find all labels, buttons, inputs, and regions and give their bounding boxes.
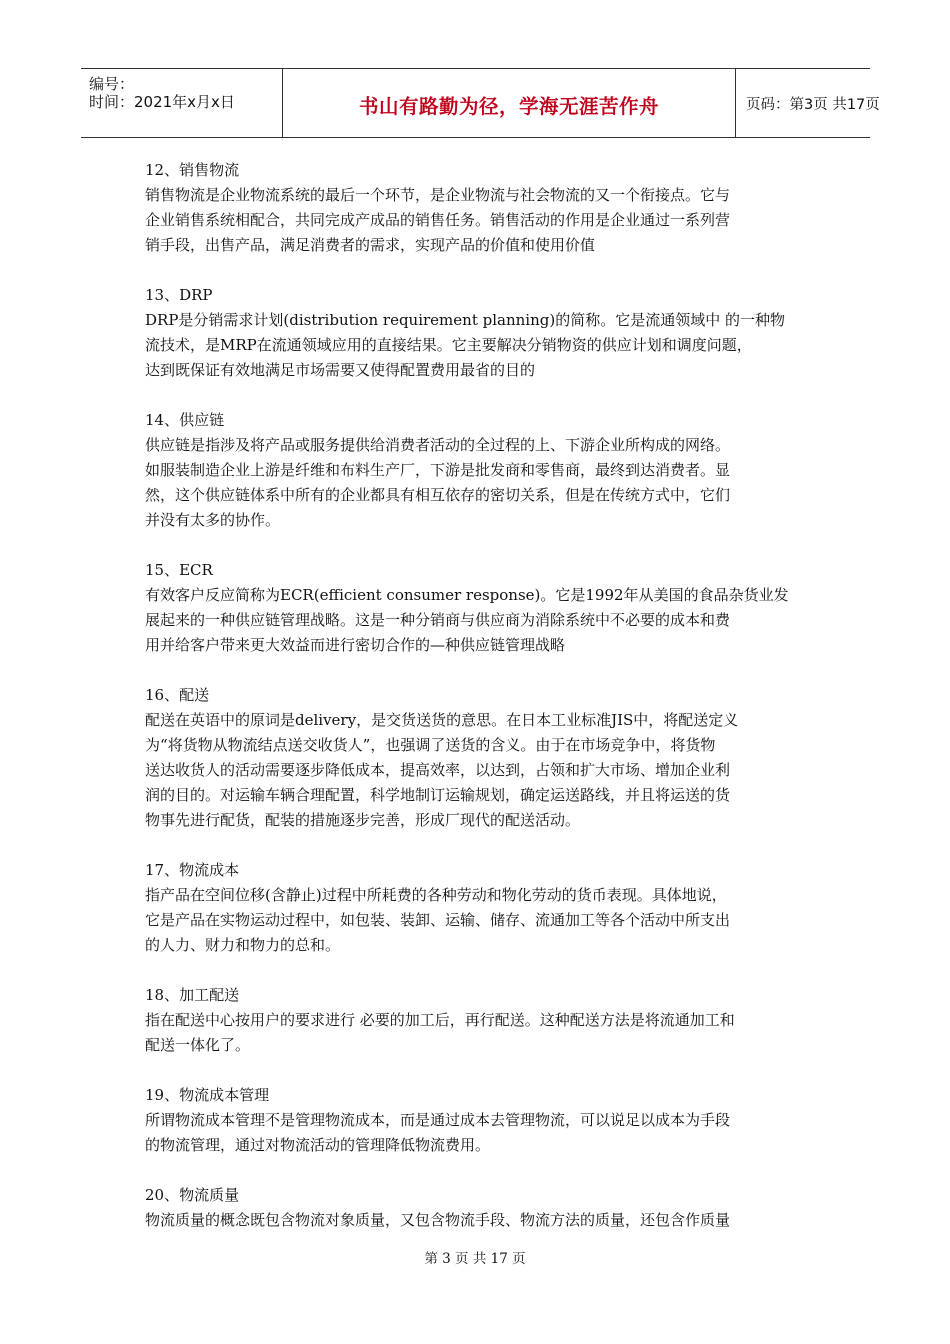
- section: [145, 683, 813, 833]
- paragraph-line: 物事先进行配货，配装的措施逐步完善，形成厂现代的配送活动。: [145, 811, 581, 829]
- paragraph-line: 为“将货物从物流结点送交收货人”，也强调了送货的含义。由于在市场竞争中，将货物: [145, 736, 716, 754]
- header-motto-cell: [283, 69, 736, 137]
- header-page-cell: [736, 69, 880, 137]
- section: [145, 1183, 813, 1233]
- section-title: 14、供应链: [145, 411, 225, 429]
- header-motto: 书山有路勤为径，学海无涯苦作舟: [358, 95, 659, 118]
- section-title: 16、配送: [145, 686, 210, 704]
- doc-number-label: 编号：: [89, 75, 135, 93]
- section: [145, 408, 813, 533]
- paragraph-line: 用并给客户带来更大效益而进行密切合作的—种供应链管理战略: [145, 636, 566, 654]
- page-footer: 第 3 页 共 17 页: [424, 1251, 526, 1267]
- section: [145, 983, 813, 1058]
- paragraph-line: 有效客户反应简称为ECR(efficient consumer response)。它是1992年从美国的食品杂货业发: [145, 586, 789, 604]
- section-title: 15、ECR: [145, 561, 213, 579]
- paragraph-line: 展起来的一种供应链管理战略。这是一种分销商与供应商为消除系统中不必要的成本和费: [145, 611, 731, 629]
- section: [145, 858, 813, 958]
- paragraph-line: 达到既保证有效地满足市场需要又使得配置费用最省的目的: [145, 361, 536, 379]
- doc-time-label: 时间：2021年x月x日: [89, 93, 235, 111]
- paragraph-line: 销手段，出售产品，满足消费者的需求，实现产品的价值和使用价值: [145, 236, 596, 254]
- paragraph-line: 配送一体化了。: [145, 1036, 251, 1054]
- header-page-info: 页码：第3页 共17页: [746, 97, 880, 113]
- section: [145, 158, 813, 258]
- paragraph-line: 的物流管理，通过对物流活动的管理降低物流费用。: [145, 1136, 491, 1154]
- paragraph-line: 物流质量的概念既包含物流对象质量，又包含物流手段、物流方法的质量，还包含作质量: [145, 1211, 731, 1229]
- section-title: 17、物流成本: [145, 861, 240, 879]
- paragraph-line: DRP是分销需求计划(distribution requirement planning)的简称。它是流通领域中 的一种物: [145, 311, 785, 329]
- paragraph-line: 指在配送中心按用户的要求进行 必要的加工后，再行配送。这种配送方法是将流通加工和: [145, 1011, 735, 1029]
- paragraph-line: 并没有太多的协作。: [145, 511, 281, 529]
- section: [145, 283, 813, 383]
- section-title: 12、销售物流: [145, 161, 240, 179]
- document-body: [145, 158, 813, 1258]
- section: [145, 558, 813, 658]
- paragraph-line: 配送在英语中的原词是delivery，是交货送货的意思。在日本工业标准JIS中，将配送定义: [145, 711, 739, 729]
- section-title: 18、加工配送: [145, 986, 240, 1004]
- header-meta-cell: [81, 69, 283, 137]
- paragraph-line: 销售物流是企业物流系统的最后一个环节，是企业物流与社会物流的又一个衔接点。它与: [145, 186, 731, 204]
- section-title: 13、DRP: [145, 286, 213, 304]
- section-title: 19、物流成本管理: [145, 1086, 270, 1104]
- section-title: 20、物流质量: [145, 1186, 240, 1204]
- paragraph-line: 企业销售系统相配合，共同完成产成品的销售任务。销售活动的作用是企业通过一系列营: [145, 211, 731, 229]
- paragraph-line: 流技术，是MRP在流通领域应用的直接结果。它主要解决分销物资的供应计划和调度问题，: [145, 336, 752, 354]
- paragraph-line: 供应链是指涉及将产品或服务提供给消费者活动的全过程的上、下游企业所构成的网络。: [145, 436, 731, 454]
- paragraph-line: 的人力、财力和物力的总和。: [145, 936, 341, 954]
- paragraph-line: 所谓物流成本管理不是管理物流成本，而是通过成本去管理物流，可以说足以成本为手段: [145, 1111, 731, 1129]
- paragraph-line: 送达收货人的活动需要逐步降低成本，提高效率，以达到，占领和扩大市场、增加企业利: [145, 761, 731, 779]
- paragraph-line: 然，这个供应链体系中所有的企业都具有相互依存的密切关系，但是在传统方式中，它们: [145, 486, 731, 504]
- paragraph-line: 指产品在空间位移(含静止)过程中所耗费的各种劳动和物化劳动的货币表现。具体地说，: [145, 886, 727, 904]
- paragraph-line: 它是产品在实物运动过程中，如包装、装卸、运输、储存、流通加工等各个活动中所支出: [145, 911, 731, 929]
- paragraph-line: 如服装制造企业上游是纤维和布料生产厂，下游是批发商和零售商，最终到达消费者。显: [145, 461, 731, 479]
- page-header: [81, 68, 880, 138]
- section: [145, 1083, 813, 1158]
- paragraph-line: 润的目的。对运输车辆合理配置，科学地制订运输规划，确定运送路线，并且将运送的货: [145, 786, 731, 804]
